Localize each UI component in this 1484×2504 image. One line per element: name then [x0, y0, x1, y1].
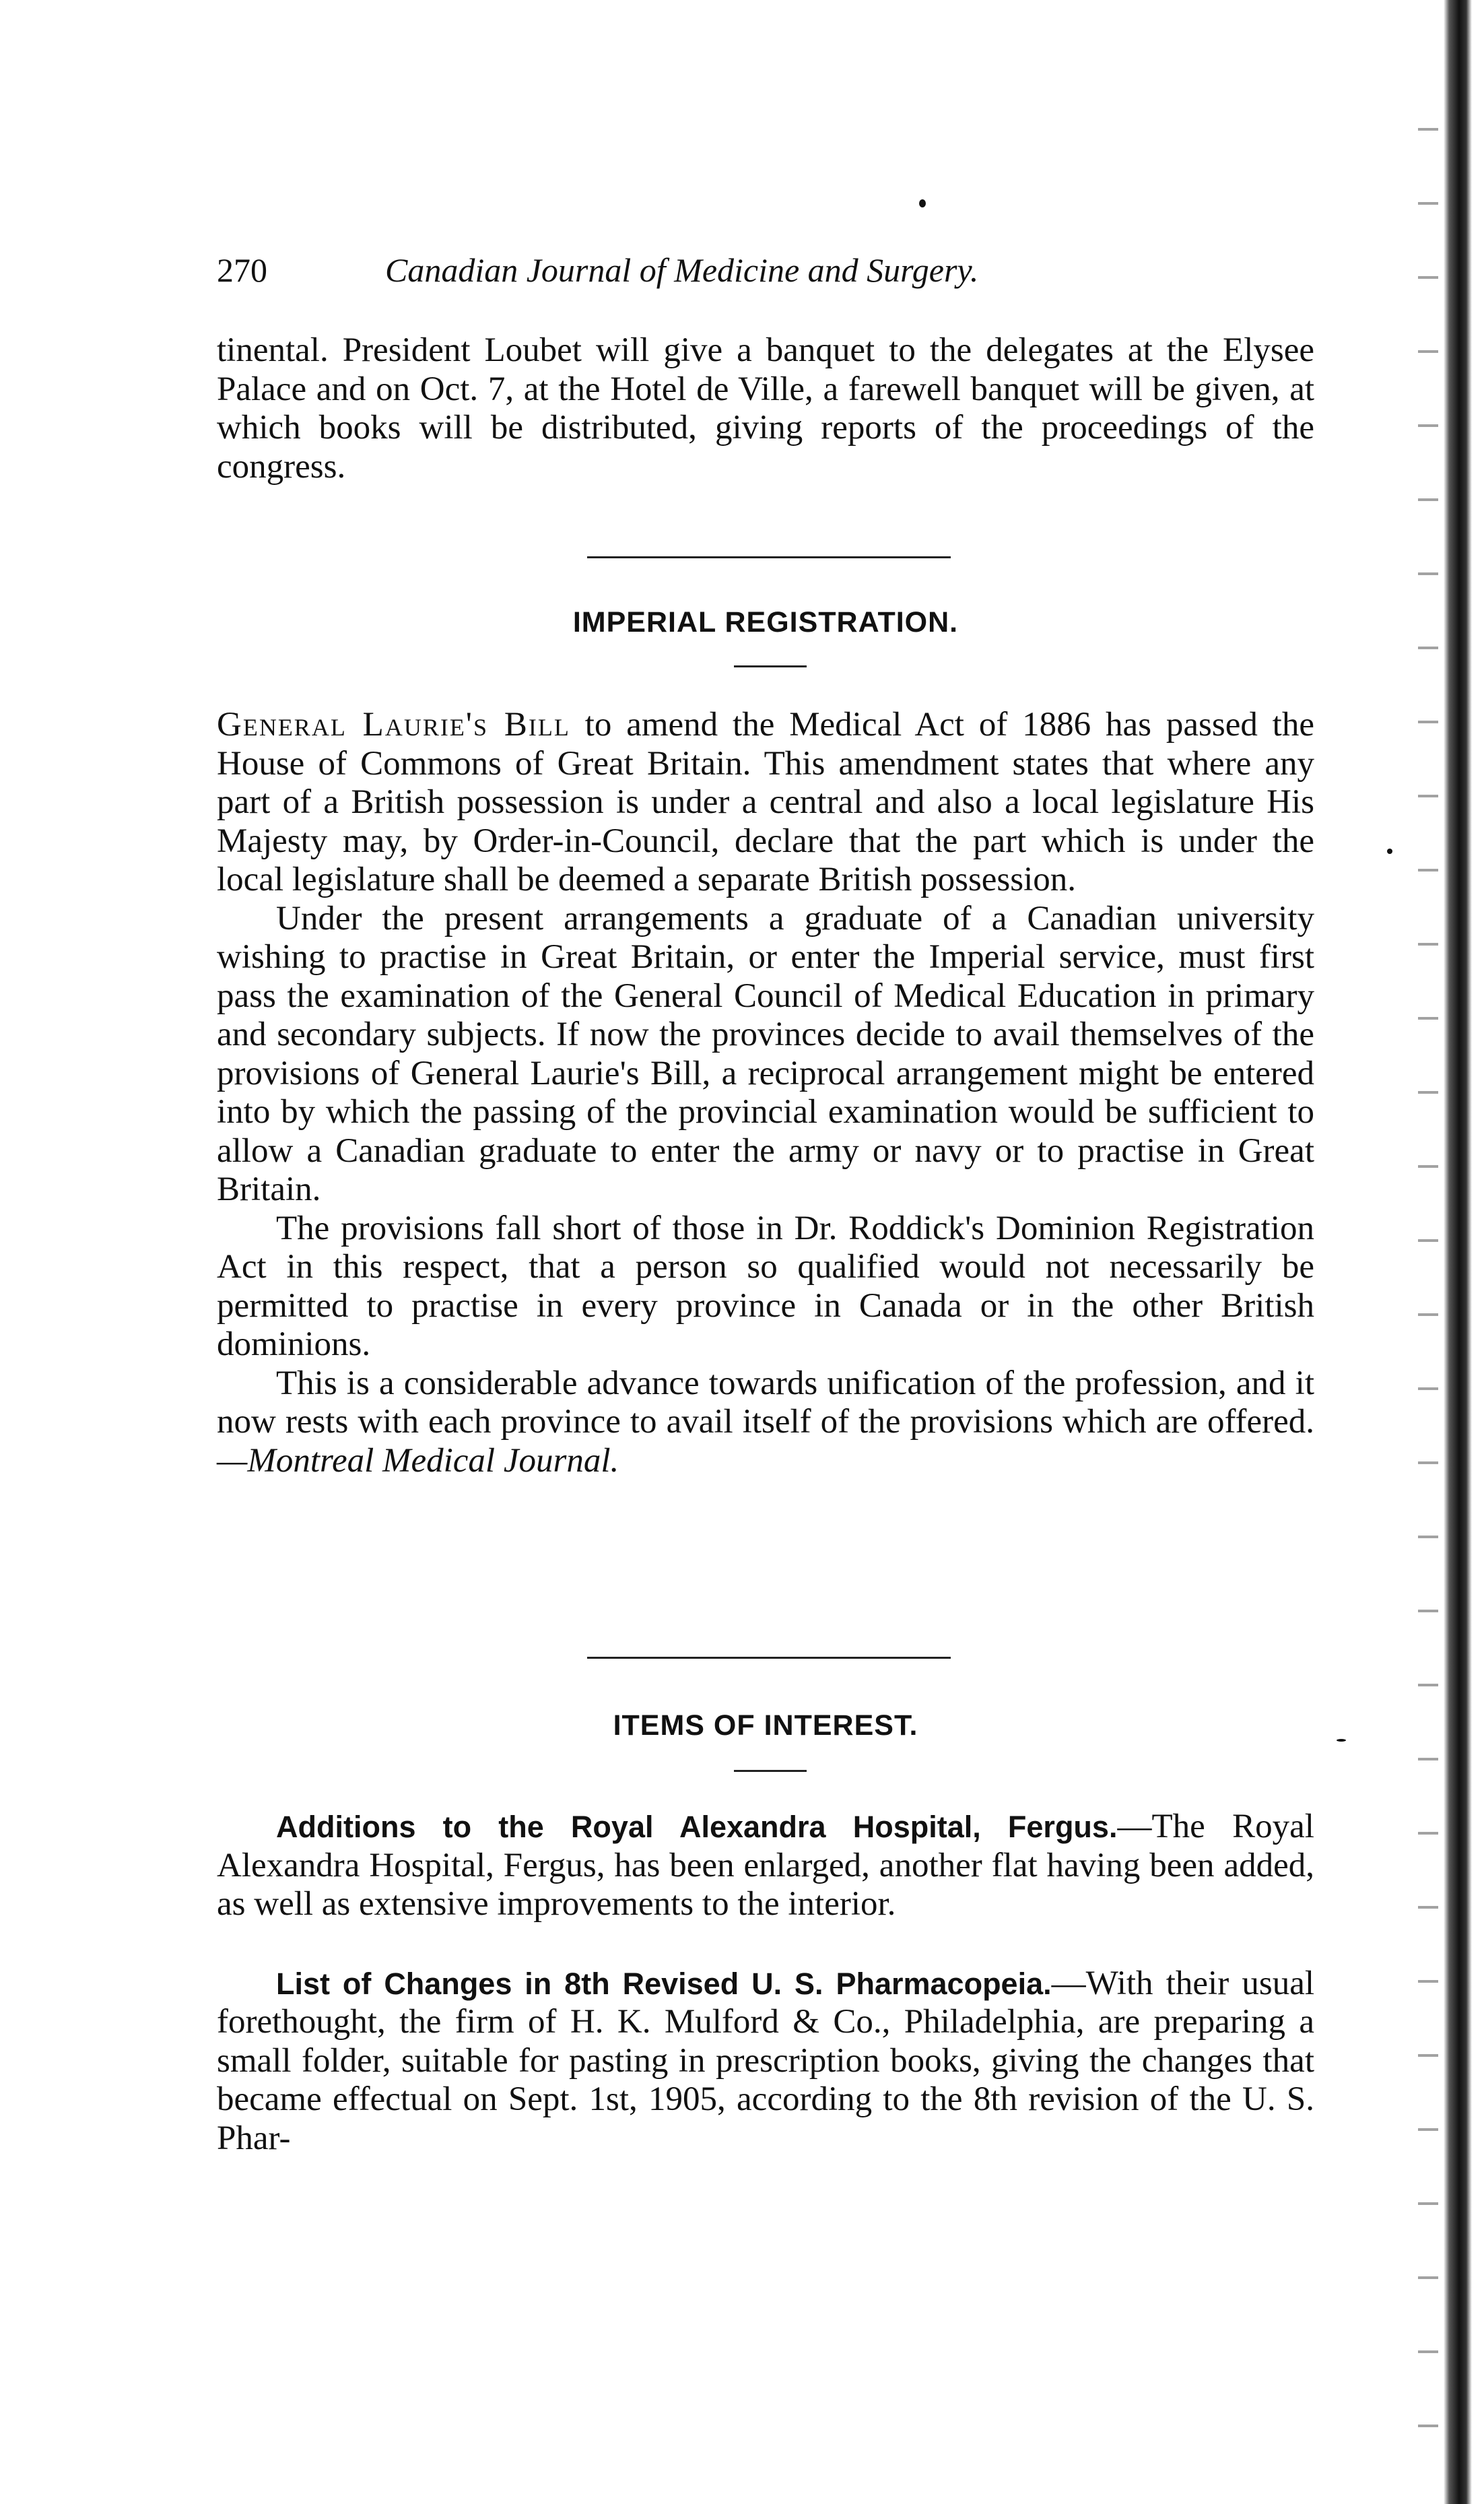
- page-number: 270: [217, 251, 267, 289]
- item-text: —The Royal Alexandra Hospital, Fergus, has been enlarged, another flat having been added, as well as extensive improvements to the interior.: [217, 1808, 1314, 1923]
- item-royal-alexandra-hospital: [217, 1808, 1314, 1924]
- paragraph-3: The provisions fall short of those in Dr. Roddick's Dominion Registration Act in this respect, that a person so qualified would not necessarily be permitted to practise in every province in Canada or in the other British dominions.: [217, 1209, 1314, 1363]
- section-heading-imperial-registration: IMPERIAL REGISTRATION.: [572, 606, 959, 638]
- paragraph-1: [217, 706, 1314, 900]
- lead-smallcaps: General Laurie's Bill: [217, 706, 570, 744]
- heading-underline: [734, 665, 807, 667]
- section-heading-items-of-interest: ITEMS OF INTEREST.: [613, 1709, 918, 1742]
- binding-shadow: [1444, 0, 1472, 2504]
- item-title: List of Changes in 8th Revised U. S. Pharmacopeia.: [276, 1966, 1052, 2001]
- item-pharmacopeia-changes: [217, 1965, 1314, 2159]
- section-divider: [587, 1657, 951, 1659]
- item-title: Additions to the Royal Alexandra Hospital, Fergus.: [276, 1810, 1118, 1844]
- opening-paragraph: [217, 331, 1314, 486]
- imperial-registration-body: [217, 706, 1314, 1480]
- paragraph-2: Under the present arrangements a graduate of a Canadian university wishing to practise in Great Britain, or enter the Imperial service, must first pass the examination of the General Council of Medical Education in primary and secondary subjects. If now the provinces decide to avail themselves of the provisions of General Laurie's Bill, a reciprocal arrangement might be entered into by which the passing of the provincial examination would be sufficient to allow a Canadian graduate to enter the army or navy or to practise in Great Britain.: [217, 899, 1314, 1208]
- paragraph-4: [217, 1364, 1314, 1481]
- scanned-page-edge: [1403, 0, 1484, 2504]
- source-citation: —Montreal Medical Journal.: [217, 1441, 619, 1480]
- heading-underline: [734, 1770, 807, 1772]
- paragraph-1-text: to amend the Medical Act of 1886 has passed the House of Commons of Great Britain. This amendment states that where any part of a British possession is under a central and also a local legislature His Majesty may, by Order-in-Council, declare that the part which is under the local legislature shall be deemed a separate British possession.: [217, 706, 1314, 898]
- item-text: —With their usual forethought, the firm of H. K. Mulford & Co., Philadelphia, are preparing a small folder, suitable for pasting in prescription books, giving the changes that became effectual on Sept. 1st, 1905, according to the 8th revision of the U. S. Phar-: [217, 1964, 1315, 2157]
- opening-text: tinental. President Loubet will give a banquet to the delegates at the Elysee Palace and on Oct. 7, at the Hotel de Ville, a farewell banquet will be given, at which books will be distributed, giving reports of the proceedings of the congress.: [217, 331, 1314, 486]
- items-of-interest-body: [217, 1808, 1314, 2158]
- journal-title: Canadian Journal of Medicine and Surgery.: [385, 251, 979, 289]
- edge-noise: [1418, 101, 1438, 2458]
- paragraph-4-text: This is a considerable advance towards unification of the profession, and it now rests with each province to avail itself of the provisions which are offered.: [217, 1364, 1314, 1441]
- section-divider: [587, 556, 951, 558]
- print-speck: [919, 199, 926, 207]
- print-speck: [1387, 849, 1392, 854]
- print-speck: [1337, 1739, 1346, 1742]
